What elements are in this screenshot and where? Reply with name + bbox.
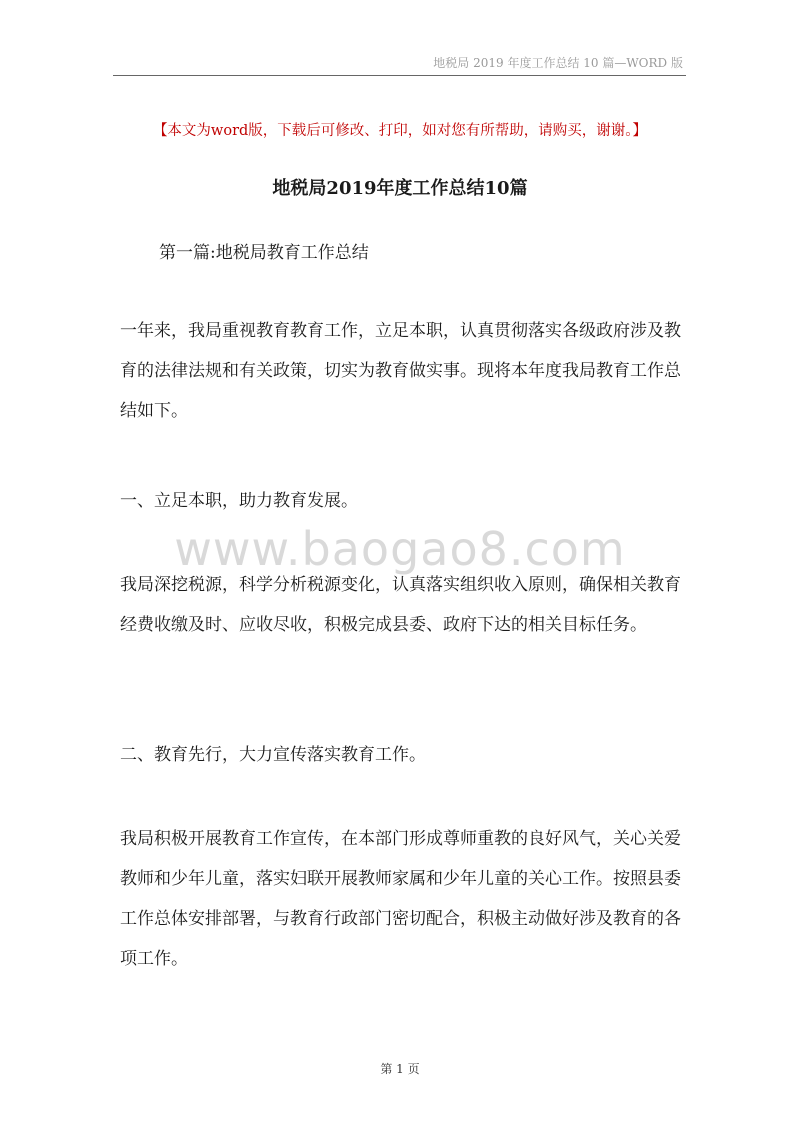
paragraph-section-1: 我局深挖税源，科学分析税源变化，认真落实组织收入原则，确保相关教育经费收缴及时、应收尽收，积极完成县委、政府下达的相关目标任务。 [120, 575, 681, 635]
purchase-notice: 【本文为word版，下载后可修改、打印，如对您有所帮助，请购买，谢谢。】 [152, 123, 648, 139]
section-subtitle: 第一篇:地税局教育工作总结 [159, 243, 369, 263]
section-heading-2: 二、教育先行，大力宣传落实教育工作。 [120, 745, 426, 765]
header-divider [113, 75, 686, 76]
paragraph-intro: 一年来，我局重视教育教育工作，立足本职，认真贯彻落实各级政府涉及教育的法律法规和有关政策，切实为教育做实事。现将本年度我局教育工作总结如下。 [120, 321, 681, 421]
page-number: 第 1 页 [380, 1062, 420, 1076]
document-title: 地税局2019年度工作总结10篇 [272, 178, 528, 199]
site-watermark: www.baogao8.com [174, 522, 626, 576]
running-header: 地税局 2019 年度工作总结 10 篇—WORD 版 [433, 56, 683, 70]
paragraph-section-2: 我局积极开展教育工作宣传，在本部门形成尊师重教的良好风气，关心关爱教师和少年儿童，落实妇联开展教师家属和少年儿童的关心工作。按照县委工作总体安排部署，与教育行政部门密切配合，积极主动做好涉及教育的各项工作。 [120, 829, 681, 969]
section-heading-1: 一、立足本职，助力教育发展。 [120, 491, 358, 511]
